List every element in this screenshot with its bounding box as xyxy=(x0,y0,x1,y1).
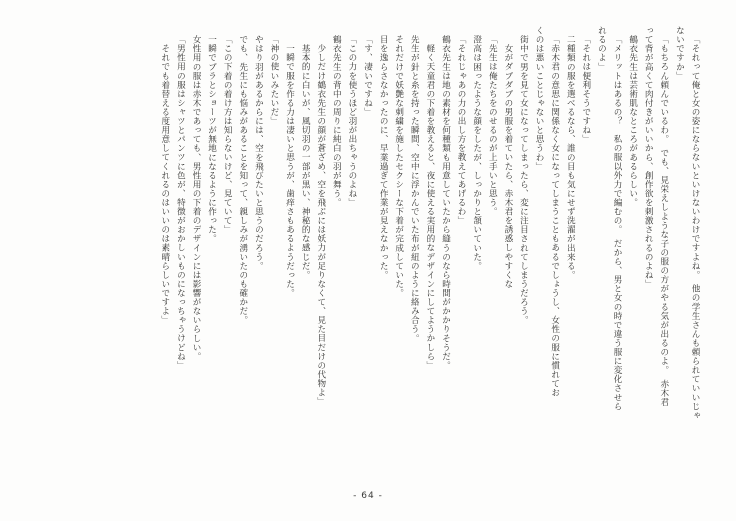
text-line: 鶴衣先生は地の素材を何種類も用意していたから縫うのなら時間がかかりそうだ。 xyxy=(440,26,451,370)
text-line: 「メリットはあるの？ 私の服以外力で編むの。 だから、男と女の時で違う服に変化させら xyxy=(612,35,623,411)
text-line: 先生が針と糸を持った瞬間、空中に浮かんでいた布が紐のように絡み合う。 xyxy=(409,26,420,343)
text-line: 目を逸らさなかったのに、早業過ぎて作業が見えなかった。 xyxy=(378,26,389,280)
text-line: それだけで妖艶な刺繍を施したセクシーな下着が完成していた。 xyxy=(393,26,404,298)
text-line: 「この力を使うほど羽が出ちゃうのよね」 xyxy=(346,35,357,207)
text-line: 「神の使いみたいだ」 xyxy=(268,35,279,126)
text-line: くのは悪いことじゃないと思うわ」 xyxy=(534,26,545,171)
text-line: 一瞬でブラとショーツが無地になるように作った。 xyxy=(206,26,217,244)
page-number: - 64 - xyxy=(353,491,383,501)
text-line: 街中で男を見て女になってしまったら、変に注目されてしまうだろう。 xyxy=(518,26,529,325)
text-line: 二種類の服を選べるなら、誰の目も気にせず洗濯が出来る。 xyxy=(565,26,576,280)
text-line: 「それは便利そうですね」 xyxy=(580,35,591,144)
text-line: 「それって俺と女の姿にならないといけないわけですよね。 他の学生さんも頼られていいじゃ xyxy=(690,35,700,420)
text-line: 「それじゃあの力の出し方を教えてあげるわ」 xyxy=(456,35,467,226)
text-line: れるのよ」 xyxy=(596,26,607,72)
text-line: ないですか」 xyxy=(674,26,685,81)
text-line: 澄高は困ったような顔をしたが、しっかりと頷いていた。 xyxy=(471,26,482,271)
text-line: でも、先生にも悩みがあることを知って、親しみが湧いたのも確かだ。 xyxy=(237,26,248,325)
text-line: 「男性用の服はシャツとパンツに色が、特徴がおかしいものになっちゃうけどね」 xyxy=(175,35,186,370)
text-line: 鶴衣先生の背中の周りに純白の羽が舞う。 xyxy=(331,26,342,207)
text-line: 一瞬で服を作る力は凄いと思うが、歯痒さもあるようだった。 xyxy=(284,35,295,298)
vertical-text-body xyxy=(34,26,702,463)
text-line: 鶴衣先生は芸術肌なところがあるらしい。 xyxy=(627,26,638,207)
text-line: 少しだけ鶴衣先生の顔が蒼ざめ、空を飛ぶには妖力が足りなくて、見た目だけの代物よ」 xyxy=(315,35,326,407)
text-line: やはり羽があるからには、空を飛びたいと思うのだろう。 xyxy=(253,26,264,271)
text-line: 軽く天童君の下着を教えると、夜に使える実用的なデザインにしてようかしら」 xyxy=(424,35,435,370)
text-line: 「す、凄いですね」 xyxy=(362,35,373,117)
text-line: 「赤木君の意思に関係なく女になってしまうこともあるでしょうし、女性の服に慣れてお xyxy=(549,35,560,397)
text-line: それでも着替える度用意してくれるのはいいのは素晴らしいですよ」 xyxy=(159,35,170,325)
text-line: って背が高くて肉付きがいいから、創作欲を刺激されるのよね」 xyxy=(643,26,654,289)
text-line: 「先生は俺たちをのせるのが上手いと思う。 xyxy=(487,35,498,216)
text-line: 「もちろん頼んでいるわ。 でも、見栄えしような子の服の方がやる気が出るのよ。 赤木君 xyxy=(658,35,669,407)
text-line: 「この下着の着け方は知らないけど、見ていて」 xyxy=(222,35,233,235)
text-line: 女がダブダブの男服を着ていたら、赤木君を誘惑しやすくな xyxy=(502,35,513,289)
text-line: 基本的に白いが、風切羽の一部が黒い、神秘的な感じだ。 xyxy=(300,35,311,280)
text-line: 女性用の服は赤木であっても、男性用の下着のデザインには影響がないらしい。 xyxy=(191,26,201,361)
